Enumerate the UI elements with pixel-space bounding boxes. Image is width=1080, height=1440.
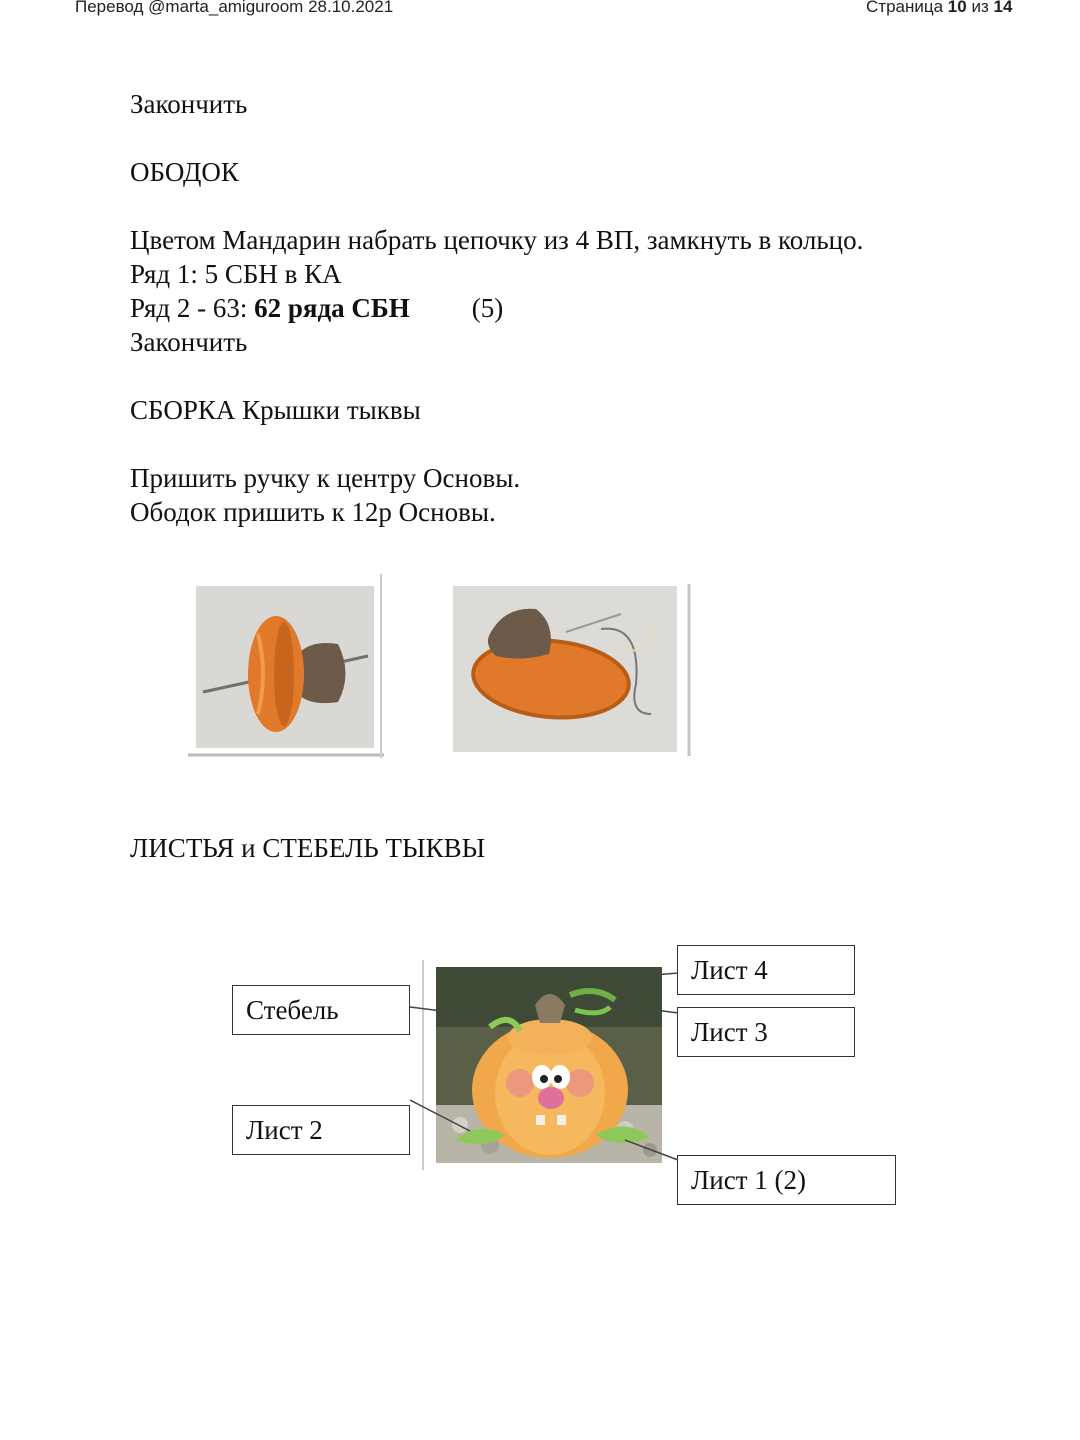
- assembly-step-2: Ободок пришить к 12р Основы.: [130, 497, 496, 527]
- label-leaf-1: Лист 1 (2): [677, 1155, 896, 1205]
- pumpkin-photo: [410, 955, 680, 1175]
- header-page-number: [866, 0, 1012, 17]
- label-leaf-4: Лист 4: [677, 945, 855, 995]
- leaves-heading: ЛИСТЬЯ и СТЕБЕЛЬ ТЫКВЫ: [130, 833, 486, 863]
- label-leaf-3: Лист 3: [677, 1007, 855, 1057]
- finish-text-2: Закончить: [130, 327, 248, 357]
- page-current: 10: [947, 0, 967, 16]
- rim-row-2-prefix: Ряд 2 - 63:: [130, 293, 255, 323]
- rim-row-2: [130, 291, 503, 325]
- page-word: Страница: [866, 0, 944, 16]
- rim-row-2-count: (5): [471, 293, 504, 323]
- rim-step-1: Цветом Мандарин набрать цепочку из 4 ВП, замкнуть в кольцо.: [130, 225, 864, 255]
- rim-heading: ОБОДОК: [130, 157, 239, 187]
- assembly-heading: СБОРКА Крышки тыквы: [130, 395, 421, 425]
- label-stem: Стебель: [232, 985, 410, 1035]
- lid-photo-1: [188, 574, 384, 758]
- label-leaf-2: Лист 2: [232, 1105, 410, 1155]
- rim-row-2-bold: 62 ряда СБН: [254, 293, 410, 323]
- page-of: из: [971, 0, 989, 16]
- assembly-step-1: Пришить ручку к центру Основы.: [130, 463, 521, 493]
- page-total: 14: [993, 0, 1013, 16]
- header-translator-date: Перевод @marta_amiguroom 28.10.2021: [75, 0, 394, 16]
- rim-row-1: Ряд 1: 5 СБН в КА: [130, 259, 342, 289]
- finish-text-1: Закончить: [130, 89, 248, 119]
- lid-photo-2: [451, 584, 693, 756]
